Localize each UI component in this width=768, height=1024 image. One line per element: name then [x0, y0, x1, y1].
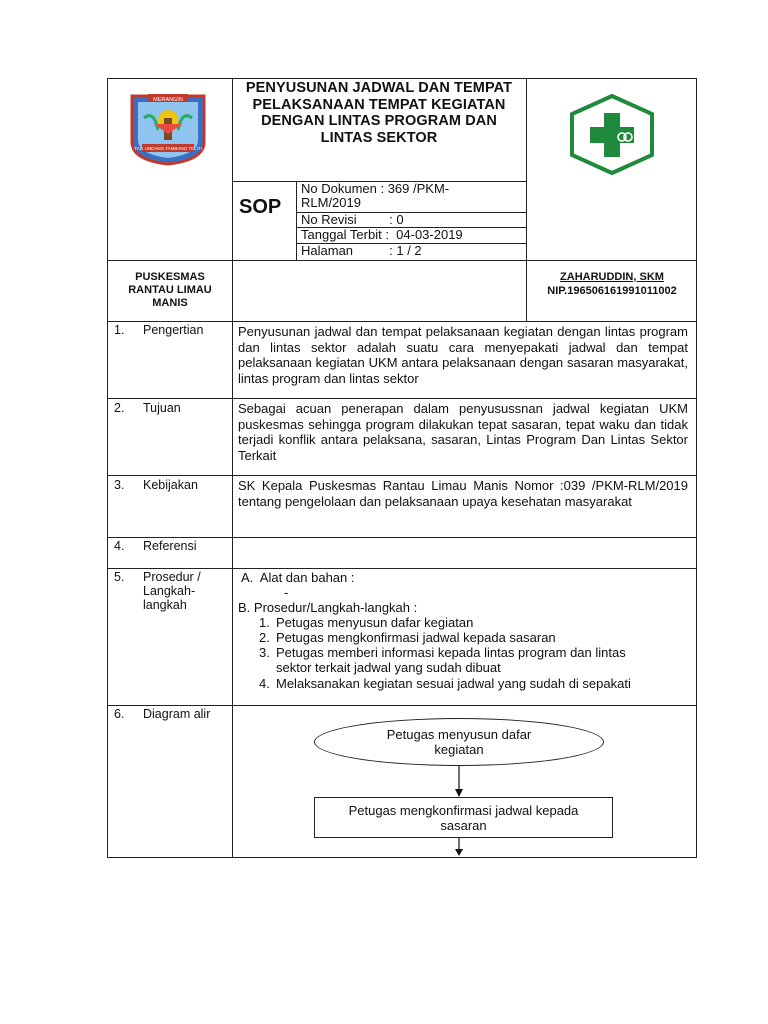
document-title: PENYUSUNAN JADWAL DAN TEMPAT PELAKSANAAN TEMPAT KEGIATAN DENGAN LINTAS PROGRAM DAN LINTAS SEKTOR	[245, 80, 513, 146]
row-line-2	[107, 475, 697, 476]
puskesmas-logo	[568, 93, 656, 176]
section-label-referensi: Referensi	[143, 539, 197, 553]
section-label-diagram: Diagram alir	[143, 707, 211, 721]
section-label-prosedur-3: langkah	[143, 598, 187, 612]
signer-nip: NIP.196506161991011002	[547, 285, 677, 297]
sop-label: SOP	[239, 196, 282, 218]
step-text-continued: sektor terkait jadwal yang sudah dibuat	[276, 660, 501, 675]
step-text: Petugas menyusun dafar kegiatan	[276, 615, 474, 630]
step-number: 4.	[259, 676, 270, 691]
alat-bahan-heading: A. Alat dan bahan :	[241, 570, 355, 585]
svg-text:MERANGIN: MERANGIN	[153, 97, 183, 103]
step-text: Petugas mengkonfirmasi jadwal kepada sasaran	[276, 630, 556, 645]
table-border-bottom	[107, 857, 697, 858]
step-text: Melaksanakan kegiatan sesuai jadwal yang sudah di sepakati	[276, 676, 631, 691]
section-label-kebijakan: Kebijakan	[143, 478, 198, 492]
section-text-tujuan: Sebagai acuan penerapan dalam penyusussnan jadwal kegiatan UKM puskesmas sehingga program dilakukan tepat sasaran, tepat waku dan tidak terjadi konflik antara pelaksana, sasaran, Lintas Program Dan Lintas Sektor Terkait	[238, 401, 688, 463]
merangin-logo	[124, 90, 212, 166]
signer-name: ZAHARUDDIN, SKM	[560, 271, 664, 283]
org-name: PUSKESMAS RANTAU LIMAU MANIS	[128, 271, 212, 309]
meta-dokumen-2: RLM/2019	[301, 195, 361, 210]
flowchart-process-text-2: sasaran	[440, 817, 487, 833]
section-number: 1.	[114, 323, 125, 337]
section-label-prosedur-2: Langkah-	[143, 584, 196, 598]
flowchart-process-box	[314, 797, 613, 838]
section-label-prosedur-1: Prosedur /	[143, 570, 201, 584]
step-number: 2.	[259, 630, 270, 645]
table-border-right	[696, 78, 697, 858]
prosedur-heading: B. Prosedur/Langkah-langkah :	[238, 600, 418, 615]
table-divider-col3	[526, 78, 527, 322]
meta-dokumen-1: No Dokumen : 369 /PKM-	[301, 181, 450, 196]
step-number: 1.	[259, 615, 270, 630]
row-line-3	[107, 537, 697, 538]
section-text-kebijakan: SK Kepala Puskesmas Rantau Limau Manis Nomor :039 /PKM-RLM/2019 tentang pengelolaan dan pelaksanaan upaya kesehatan masyarakat	[238, 478, 688, 509]
header-bottom-line	[107, 260, 697, 261]
flowchart-start-ellipse	[314, 718, 604, 766]
section-text-pengertian: Penyusunan jadwal dan tempat pelaksanaan kegiatan dengan lintas program dan lintas sektor adalah suatu cara menyepakati jadwal dan tempat pelaksanaan kegiatan UKM antara pelaksanaan dengan sasaran masyarakat, lintas program dan lintas sektor	[238, 324, 688, 386]
section-number: 5.	[114, 570, 125, 584]
table-divider-col1	[232, 78, 233, 858]
section-label-pengertian: Pengertian	[143, 323, 204, 337]
signature-bottom-line	[107, 321, 697, 322]
section-number: 6.	[114, 707, 125, 721]
table-border-left	[107, 78, 108, 858]
alat-bahan-item: -	[284, 585, 289, 600]
flowchart-arrow-1	[452, 766, 466, 798]
meta-terbit: Tanggal Terbit : 04-03-2019	[301, 227, 463, 242]
meta-halaman: Halaman : 1 / 2	[301, 243, 422, 258]
flowchart-start-text-1: Petugas menyusun dafar	[386, 727, 532, 742]
step-number: 3.	[259, 645, 270, 660]
meta-divider	[296, 181, 297, 260]
row-line-5	[107, 705, 697, 706]
section-number: 4.	[114, 539, 125, 553]
table-border-top	[107, 78, 697, 79]
meta-revisi: No Revisi : 0	[301, 212, 404, 227]
step-text: Petugas memberi informasi kepada lintas program dan lintas	[276, 645, 626, 660]
row-line-1	[107, 398, 697, 399]
flowchart-start-text-2: kegiatan	[434, 742, 484, 757]
section-label-tujuan: Tujuan	[143, 401, 181, 415]
svg-text:TALI UNDANG TAMBANG TELITI: TALI UNDANG TAMBANG TELITI	[134, 146, 202, 151]
section-number: 3.	[114, 478, 125, 492]
flowchart-arrow-2	[452, 838, 466, 857]
flowchart-process-text-1: Petugas mengkonfirmasi jadwal kepada	[348, 802, 579, 818]
row-line-4	[107, 568, 697, 569]
section-number: 2.	[114, 401, 125, 415]
